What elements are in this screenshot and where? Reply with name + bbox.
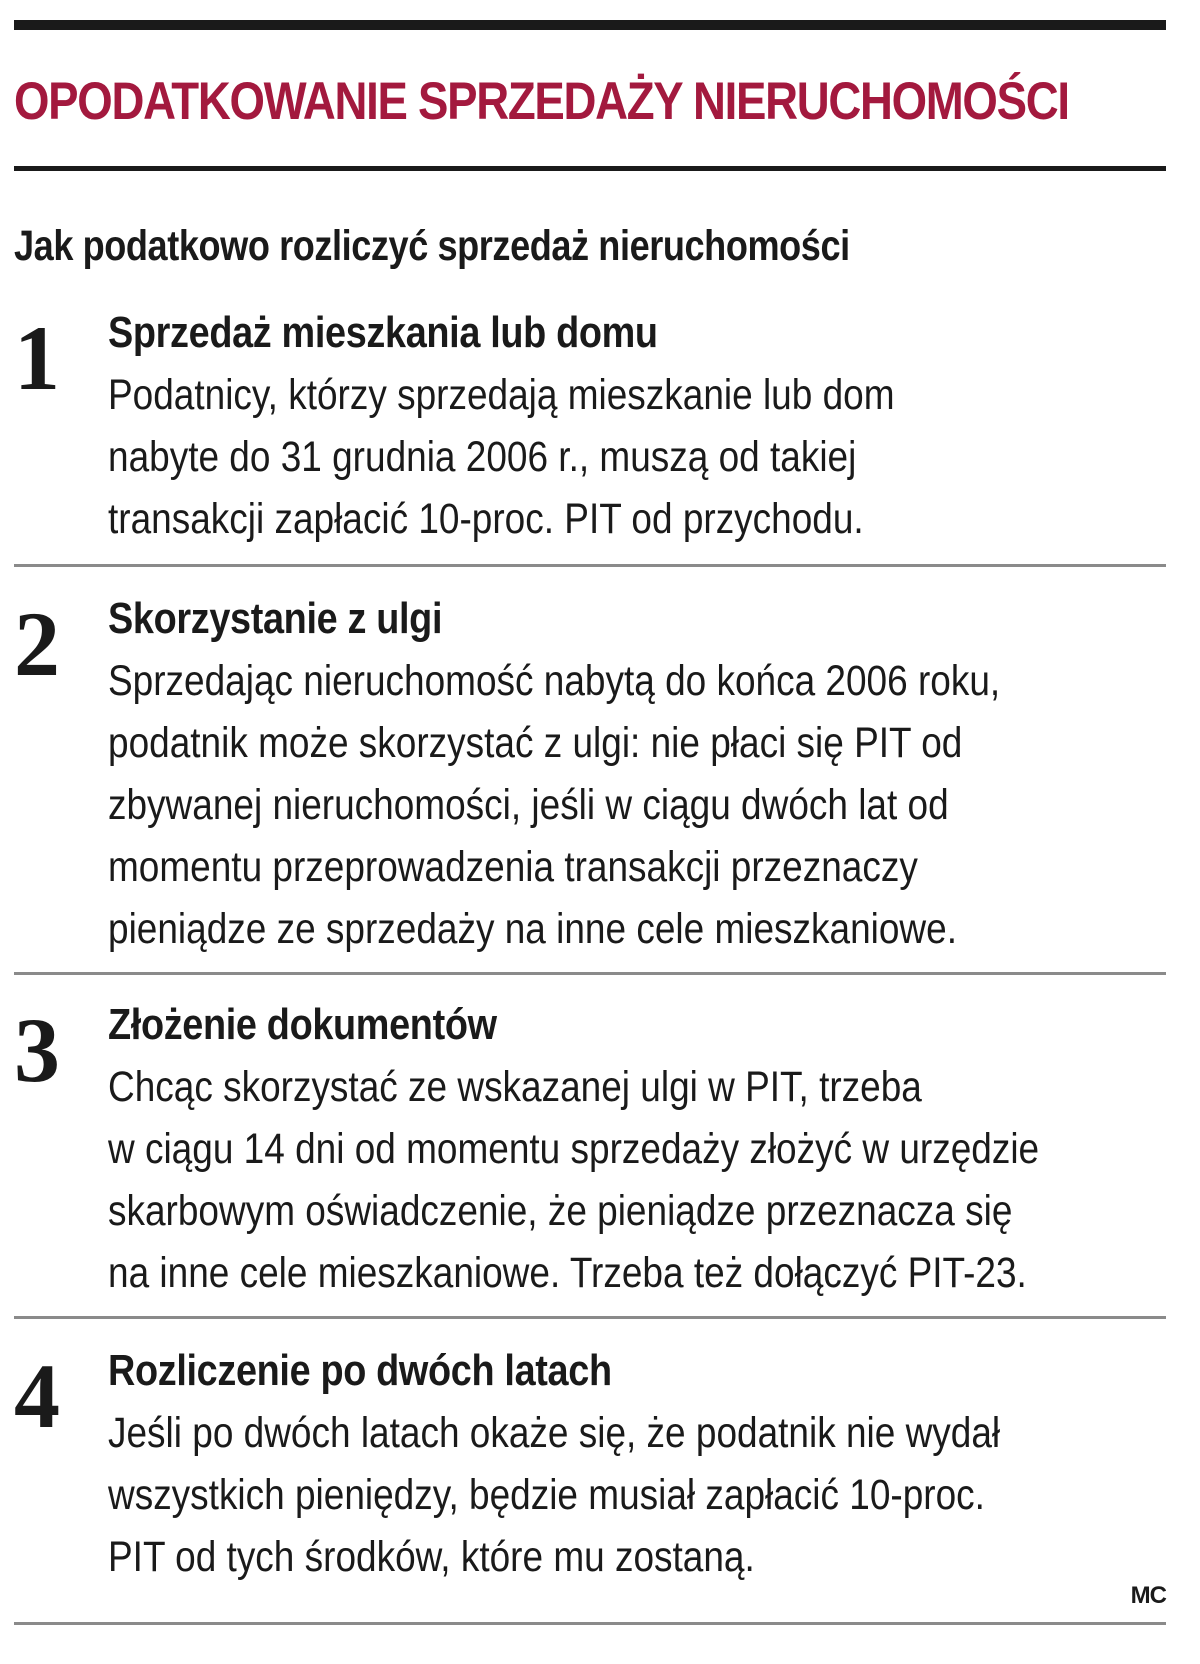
- text-line: podatnik może skorzystać z ulgi: nie płaci się PIT od: [108, 719, 963, 767]
- step-text: [108, 364, 1106, 550]
- text-line: Sprzedając nieruchomość nabytą do końca 2006 roku,: [108, 657, 1001, 705]
- text-line: skarbowym oświadczenie, że pieniądze przeznacza się: [108, 1187, 1013, 1235]
- step-body: [108, 588, 1106, 960]
- section-divider: [14, 972, 1166, 975]
- text-line: Chcąc skorzystać ze wskazanej ulgi w PIT, trzeba: [108, 1063, 922, 1111]
- text-line: nabyte do 31 grudnia 2006 r., muszą od takiej: [108, 433, 857, 481]
- step-text: [108, 1056, 1106, 1304]
- infographic: [14, 0, 1166, 1664]
- text-line: wszystkich pieniędzy, będzie musiał zapłacić 10-proc.: [108, 1471, 985, 1519]
- step-title: Złożenie dokumentów: [108, 1000, 497, 1049]
- text-line: transakcji zapłacić 10-proc. PIT od przychodu.: [108, 495, 864, 543]
- author-credit: MC: [1130, 1582, 1166, 1609]
- step-title: Rozliczenie po dwóch latach: [108, 1346, 612, 1395]
- section-divider: [14, 1316, 1166, 1319]
- step-body: [108, 302, 1106, 550]
- text-line: na inne cele mieszkaniowe. Trzeba też dołączyć PIT-23.: [108, 1249, 1027, 1297]
- text-line: Podatnicy, którzy sprzedają mieszkanie lub dom: [108, 371, 895, 419]
- step-number: 4: [14, 1345, 60, 1447]
- page-title: OPODATKOWANIE SPRZEDAŻY NIERUCHOMOŚCI: [14, 72, 1069, 131]
- text-line: w ciągu 14 dni od momentu sprzedaży złożyć w urzędzie: [108, 1125, 1040, 1173]
- bottom-divider: [14, 1622, 1166, 1625]
- step-title: Sprzedaż mieszkania lub domu: [108, 308, 658, 357]
- top-rule: [14, 20, 1166, 30]
- text-line: momentu przeprowadzenia transakcji przeznaczy: [108, 843, 918, 891]
- text-line: PIT od tych środków, które mu zostaną.: [108, 1533, 755, 1581]
- step-number: 2: [14, 593, 60, 695]
- text-line: zbywanej nieruchomości, jeśli w ciągu dwóch lat od: [108, 781, 949, 829]
- step-number: 1: [14, 307, 60, 409]
- title-rule: [14, 166, 1166, 171]
- text-line: pieniądze ze sprzedaży na inne cele mieszkaniowe.: [108, 905, 957, 953]
- text-line: Jeśli po dwóch latach okaże się, że podatnik nie wydał: [108, 1409, 1001, 1457]
- step-text: [108, 1402, 1106, 1588]
- section-divider: [14, 564, 1166, 567]
- step-text: [108, 650, 1106, 960]
- step-body: [108, 994, 1106, 1304]
- step-title: Skorzystanie z ulgi: [108, 594, 443, 643]
- step-body: [108, 1340, 1106, 1588]
- subtitle: Jak podatkowo rozliczyć sprzedaż nieruchomości: [14, 222, 850, 270]
- step-number: 3: [14, 999, 60, 1101]
